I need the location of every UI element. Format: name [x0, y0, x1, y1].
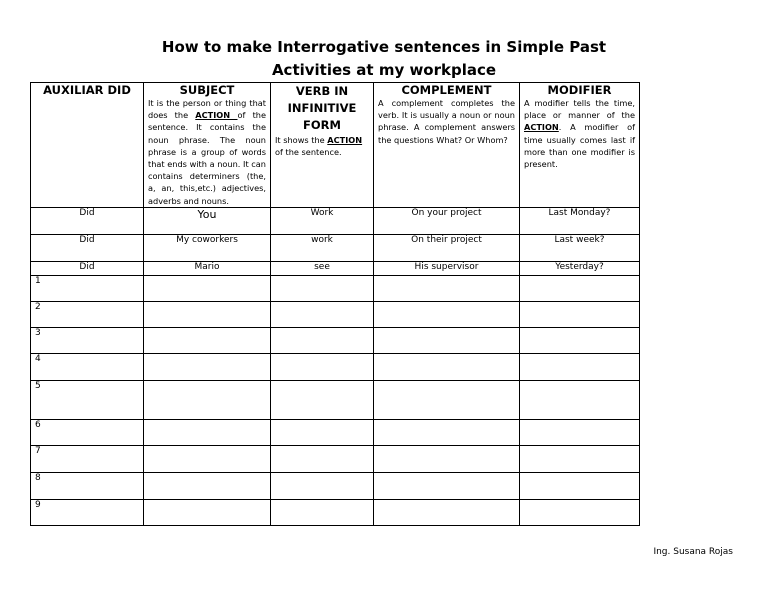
header-complement [374, 83, 520, 208]
header-verb-title: VERB IN INFINITIVE FORM [287, 84, 357, 132]
answer-cell[interactable] [271, 419, 374, 445]
answer-row [31, 419, 640, 445]
answer-cell[interactable] [144, 275, 271, 301]
example-cell: Did [31, 261, 144, 275]
answer-row [31, 499, 640, 525]
answer-cell[interactable] [520, 301, 640, 327]
row-number: 5 [31, 380, 144, 419]
verb-description: It shows the ACTION of the sentence. [275, 135, 363, 158]
modifier-description: A modifier tells the time, place or manner of the ACTION. A modifier of time usually comes last if more than one modifier is present. [524, 98, 635, 170]
answer-cell[interactable] [374, 445, 520, 472]
example-cell: see [271, 261, 374, 275]
complement-description: A complement completes the verb. It is usually a noun or noun phrase. A complement answers the questions What? Or Whom? [378, 98, 515, 145]
answer-cell[interactable] [520, 472, 640, 499]
example-cell: Mario [144, 261, 271, 275]
answer-cell[interactable] [374, 275, 520, 301]
row-number: 6 [31, 419, 144, 445]
header-complement-title: COMPLEMENT [401, 83, 492, 97]
example-cell: His supervisor [374, 261, 520, 275]
header-subject-title: SUBJECT [179, 83, 235, 97]
answer-cell[interactable] [520, 419, 640, 445]
answer-cell[interactable] [374, 472, 520, 499]
worksheet-table [30, 82, 640, 526]
header-auxiliar-title: AUXILIAR DID [43, 83, 131, 97]
answer-row [31, 472, 640, 499]
row-number: 7 [31, 445, 144, 472]
row-number: 4 [31, 353, 144, 380]
answer-cell[interactable] [271, 380, 374, 419]
answer-cell[interactable] [520, 445, 640, 472]
answer-cell[interactable] [271, 353, 374, 380]
subject-description: It is the person or thing that does the ACTION of the sentence. It contains the noun phrase. The noun phrase is a group of words that ends with a noun. It can contains determiners (the, a, an, this,etc.) adjectives, adverbs and nouns. [148, 98, 267, 206]
header-modifier-title: MODIFIER [547, 83, 612, 97]
answer-cell[interactable] [271, 499, 374, 525]
example-row [31, 207, 640, 234]
answer-cell[interactable] [144, 472, 271, 499]
action-word: ACTION [327, 135, 363, 145]
answer-cell[interactable] [374, 499, 520, 525]
page-subtitle: Activities at my workplace [271, 61, 497, 79]
answer-cell[interactable] [271, 275, 374, 301]
page-title: How to make Interrogative sentences in Simple Past [161, 38, 607, 56]
answer-cell[interactable] [144, 301, 271, 327]
answer-cell[interactable] [144, 445, 271, 472]
row-number: 3 [31, 327, 144, 353]
row-number: 8 [31, 472, 144, 499]
answer-cell[interactable] [144, 353, 271, 380]
header-modifier [520, 83, 640, 208]
header-subject [144, 83, 271, 208]
example-cell: Did [31, 207, 144, 234]
row-number: 9 [31, 499, 144, 525]
answer-row [31, 353, 640, 380]
answer-cell[interactable] [271, 472, 374, 499]
example-row [31, 234, 640, 261]
answer-cell[interactable] [271, 445, 374, 472]
answer-cell[interactable] [271, 327, 374, 353]
example-cell: work [271, 234, 374, 261]
example-cell: On their project [374, 234, 520, 261]
answer-cell[interactable] [144, 499, 271, 525]
header-verb [271, 83, 374, 208]
action-word: ACTION [524, 122, 559, 133]
header-row [31, 83, 640, 208]
answer-cell[interactable] [271, 301, 374, 327]
action-word: ACTION [195, 110, 238, 121]
answer-cell[interactable] [374, 301, 520, 327]
header-auxiliar [31, 83, 144, 208]
author-credit: Ing. Susana Rojas [653, 547, 733, 557]
answer-cell[interactable] [374, 353, 520, 380]
answer-cell[interactable] [374, 419, 520, 445]
example-row [31, 261, 640, 275]
answer-row [31, 445, 640, 472]
example-cell: Last Monday? [520, 207, 640, 234]
answer-row [31, 301, 640, 327]
example-cell: Work [271, 207, 374, 234]
answer-cell[interactable] [520, 327, 640, 353]
example-cell: You [144, 207, 271, 234]
answer-cell[interactable] [374, 327, 520, 353]
answer-cell[interactable] [144, 380, 271, 419]
answer-cell[interactable] [144, 327, 271, 353]
row-number: 1 [31, 275, 144, 301]
example-cell: On your project [374, 207, 520, 234]
answer-cell[interactable] [520, 499, 640, 525]
answer-cell[interactable] [520, 353, 640, 380]
example-cell: Last week? [520, 234, 640, 261]
answer-cell[interactable] [520, 380, 640, 419]
answer-row [31, 275, 640, 301]
example-cell: Did [31, 234, 144, 261]
answer-row [31, 327, 640, 353]
row-number: 2 [31, 301, 144, 327]
example-cell: Yesterday? [520, 261, 640, 275]
answer-cell[interactable] [144, 419, 271, 445]
example-cell: My coworkers [144, 234, 271, 261]
answer-cell[interactable] [520, 275, 640, 301]
answer-cell[interactable] [374, 380, 520, 419]
answer-row [31, 380, 640, 419]
